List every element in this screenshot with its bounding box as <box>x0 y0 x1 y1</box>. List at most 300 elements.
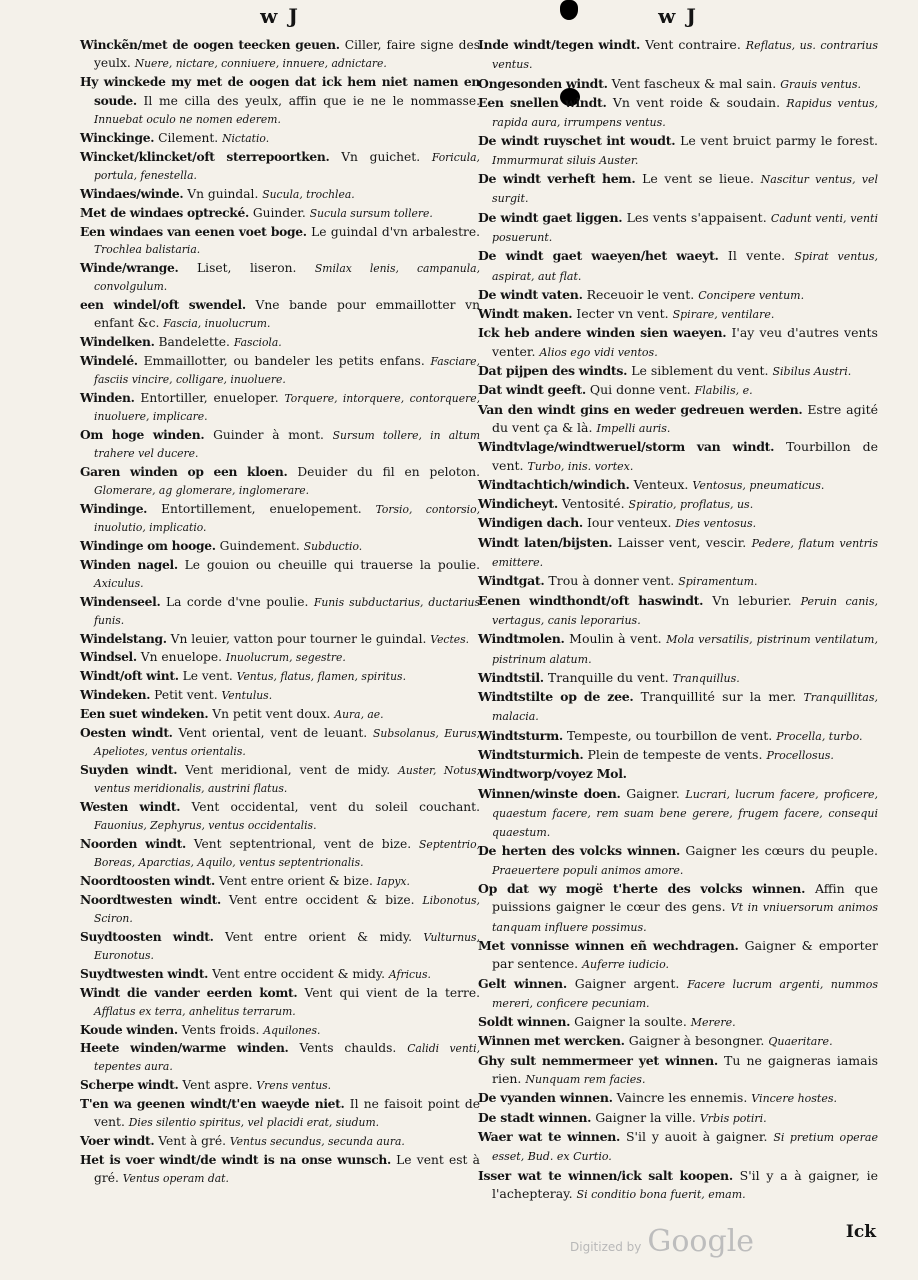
entry-headword: Koude winden. <box>80 1021 178 1037</box>
dictionary-entry <box>478 36 878 75</box>
entry-french: Tranquillité sur la mer. <box>640 689 797 705</box>
entry-latin: Tranquillitas, malacia. <box>492 691 878 724</box>
entry-headword: Noordtwesten windt. <box>80 891 221 907</box>
entry-latin: Grauis ventus. <box>780 77 862 91</box>
entry-french: Deuider du fil en peloton. <box>297 464 480 479</box>
dictionary-entry <box>478 880 878 937</box>
entry-french: Entortillement, enuelopement. <box>161 501 362 516</box>
entry-french: Le vent est à gré. <box>94 1153 480 1186</box>
entry-latin: Spiratio, proflatus, us. <box>628 498 754 512</box>
entry-headword: De stadt winnen. <box>478 1109 592 1125</box>
dictionary-entry <box>80 426 480 463</box>
entry-french: Vent fascheux & mal sain. <box>611 75 777 91</box>
entry-french: Tourbillon de vent. <box>492 439 878 473</box>
entry-french: Vent entre occident & bize. <box>228 892 415 907</box>
entry-headword: Windtachtich/windich. <box>478 476 630 492</box>
entry-latin: Vt in vniuersorum animos tanquam influere possimus. <box>492 901 878 934</box>
entry-french: Liset, liseron. <box>197 261 297 276</box>
entry-french: Vent aspre. <box>182 1078 253 1093</box>
entry-headword: Van den windt gins en weder gedreuen werden. <box>478 401 803 417</box>
dictionary-entry <box>80 296 480 333</box>
entry-headword: Met de windaes optrecké. <box>80 204 249 220</box>
entry-headword: Suydtoosten windt. <box>80 928 214 944</box>
dictionary-entry <box>80 724 480 761</box>
entry-french: Gaigner argent. <box>574 975 680 991</box>
dictionary-entry <box>80 872 480 891</box>
entry-headword: Dat windt geeft. <box>478 382 586 398</box>
entry-latin: Vectes. <box>430 632 470 646</box>
entry-headword: Een windaes van eenen voet boge. <box>80 223 307 239</box>
entry-headword: De windt vaten. <box>478 286 583 302</box>
entry-french: Guindement. <box>219 538 300 553</box>
entry-french: Vn guichet. <box>341 149 421 164</box>
entry-latin: Vincere hostes. <box>751 1092 838 1106</box>
entry-headword: Suydtwesten windt. <box>80 965 209 981</box>
dictionary-entry <box>478 592 878 631</box>
entry-headword: Windicheyt. <box>478 496 558 512</box>
entry-latin: Spiramentum. <box>678 575 758 589</box>
entry-latin: Africus. <box>388 967 431 981</box>
entry-headword: Winde/wrange. <box>80 260 179 276</box>
entry-headword: Windinge. <box>80 500 148 516</box>
dictionary-entry <box>80 389 480 426</box>
entry-latin: Dies ventosus. <box>675 517 757 531</box>
entry-french: Laisser vent, vescir. <box>617 534 747 550</box>
dictionary-entry <box>478 1089 878 1108</box>
entry-french: S'il y a à gaigner, ie l'achepteray. <box>492 1167 878 1201</box>
entry-headword: Windtstilte op de zee. <box>478 689 634 705</box>
entry-latin: Spirare, ventilare. <box>672 308 775 322</box>
entry-latin: Nictatio. <box>222 131 270 145</box>
entry-latin: Ventus secundus, secunda aura. <box>229 1135 405 1149</box>
entry-french: Le vent bruict parmy le forest. <box>680 133 878 149</box>
entry-headword: Winckinge. <box>80 129 155 145</box>
entry-latin: Afflatus ex terra, anhelitus terrarum. <box>94 1004 296 1018</box>
dictionary-entry <box>478 170 878 209</box>
entry-latin: Fascia, inuolucrum. <box>163 317 271 331</box>
entry-headword: Windt die vander eerden komt. <box>80 984 298 1000</box>
entry-french: Gaigner à besongner. <box>628 1033 765 1049</box>
entry-french: Vn guindal. <box>187 186 259 201</box>
entry-french: Vent qui vient de la terre. <box>304 985 480 1000</box>
left-column <box>80 0 480 1230</box>
dictionary-entry <box>80 667 480 686</box>
entry-headword: Eenen windthondt/oft haswindt. <box>478 592 704 608</box>
dictionary-entry <box>478 1167 878 1205</box>
dictionary-entry <box>80 835 480 872</box>
dictionary-entry <box>478 572 878 591</box>
dictionary-entry <box>80 259 480 296</box>
entry-headword: Het is voer windt/de windt is na onse wunsch. <box>80 1152 391 1168</box>
entry-headword: Windt/oft wint. <box>80 668 179 684</box>
entry-latin: Procella, turbo. <box>776 729 863 743</box>
entry-headword: Windtsturmich. <box>478 746 584 762</box>
entry-latin: Alios ego vidi ventos. <box>539 345 658 359</box>
dictionary-entry <box>80 556 480 593</box>
entry-french: Iour venteux. <box>586 515 672 531</box>
digitized-watermark <box>570 1224 754 1259</box>
dictionary-entry <box>478 785 878 843</box>
dictionary-entry <box>80 463 480 500</box>
entry-latin: Ventulus. <box>221 689 273 703</box>
entry-headword: Windigen dach. <box>478 515 583 531</box>
entry-headword: Voer windt. <box>80 1133 155 1149</box>
entry-headword: Oesten windt. <box>80 725 173 741</box>
entry-headword: De herten des volcks winnen. <box>478 843 681 859</box>
entry-latin: Quaeritare. <box>768 1035 833 1049</box>
dictionary-entry <box>478 669 878 688</box>
entry-headword: Westen windt. <box>80 799 181 815</box>
dictionary-entry <box>80 891 480 928</box>
entry-latin: Inuolucrum, segestre. <box>225 651 346 665</box>
entry-latin: Glomerare, ag glomerare, inglomerare. <box>94 483 310 497</box>
entry-headword: Dat pijpen des windts. <box>478 363 628 379</box>
entry-french: Vent meridional, vent de midy. <box>185 763 391 778</box>
entry-latin: Facere lucrum argenti, nummos mereri, conficere pecuniam. <box>492 977 878 1010</box>
entry-french: Gaigner la soulte. <box>574 1014 687 1030</box>
entry-french: Vents froids. <box>181 1022 260 1037</box>
entry-french: Emmaillotter, ou bandeler les petits enfans. <box>143 354 425 369</box>
entry-headword: Garen winden op een kloen. <box>80 463 288 479</box>
entry-latin: Peruin canis, vertagus, canis leporarius. <box>492 594 878 627</box>
entry-french: Vaincre les ennemis. <box>616 1090 748 1106</box>
entry-french: La corde d'vne poulie. <box>165 594 309 609</box>
dictionary-entry <box>478 495 878 514</box>
entry-latin: Praeuertere populi animos amore. <box>492 863 684 877</box>
dictionary-entry <box>80 593 480 630</box>
entry-latin: Sucula sursum tollere. <box>309 206 433 220</box>
entry-headword: Windtmolen. <box>478 631 565 647</box>
dictionary-entry <box>80 630 480 649</box>
entry-headword: Ick heb andere winden sien waeyen. <box>478 325 727 341</box>
entry-headword: De windt gaet liggen. <box>478 209 623 225</box>
entry-headword: Winnen met wercken. <box>478 1033 625 1049</box>
running-head-left: w J <box>260 4 300 28</box>
entry-french: Iecter vn vent. <box>576 306 669 322</box>
entry-french: Affin que puissions gaigner le cœur des gens. <box>492 881 878 915</box>
entry-french: Vent contraire. <box>645 37 741 52</box>
entry-headword: Windaes/winde. <box>80 185 184 201</box>
entry-french: Vent entre orient & midy. <box>224 929 413 944</box>
entry-french: Vent oriental, vent de leuant. <box>178 726 368 741</box>
entry-french: I'ay veu d'autres vents venter. <box>492 325 878 359</box>
entry-french: Tu ne gaigneras iamais rien. <box>492 1052 878 1087</box>
dictionary-entry <box>478 975 878 1014</box>
entry-french: Les vents s'appaisent. <box>626 209 767 225</box>
running-head-right: w J <box>658 4 698 28</box>
entry-french: Receuoir le vent. <box>586 286 695 302</box>
entry-headword: Winnen/winste doen. <box>478 785 621 801</box>
entry-latin: Concipere ventum. <box>698 288 805 302</box>
dictionary-entry <box>478 209 878 248</box>
dictionary-entry <box>478 1032 878 1051</box>
entry-latin: Torquere, intorquere, contorquere, inuoluere, implicare. <box>94 392 480 424</box>
entry-french: Vents chaulds. <box>299 1041 397 1056</box>
entry-latin: Flabilis, e. <box>694 384 753 398</box>
dictionary-entry <box>80 73 480 129</box>
dictionary-entry <box>478 1128 878 1167</box>
entry-latin: Subsolanus, Eurus, Apeliotes, ventus orientalis. <box>94 727 480 759</box>
dictionary-entry <box>80 148 480 185</box>
entry-headword: Windtgat. <box>478 573 545 589</box>
dictionary-entry <box>478 534 878 573</box>
dictionary-entry <box>80 705 480 724</box>
entry-headword: Met vonnisse winnen eñ wechdragen. <box>478 937 739 953</box>
entry-headword: Op dat wy mogë t'herte des volcks winnen. <box>478 881 806 897</box>
entry-french: Gaigner. <box>626 785 680 801</box>
entry-headword: De vyanden winnen. <box>478 1090 613 1106</box>
entry-headword: Windinge om hooge. <box>80 537 216 553</box>
entry-latin: Immurmurat siluis Auster. <box>492 153 639 167</box>
entry-headword: Suyden windt. <box>80 762 178 778</box>
entry-french: Le vent se lieue. <box>642 171 754 187</box>
entry-french: Tempeste, ou tourbillon de vent. <box>566 727 773 743</box>
entry-french: S'il y auoit à gaigner. <box>625 1128 768 1144</box>
dictionary-entry <box>80 500 480 537</box>
entry-headword: Winden. <box>80 390 135 406</box>
entry-headword: T'en wa geenen windt/t'en waeyde niet. <box>80 1096 345 1112</box>
entry-french: Gaigner & emporter par sentence. <box>492 937 879 972</box>
entry-french: Le siblement du vent. <box>631 363 769 379</box>
entry-latin: Turbo, inis. vortex. <box>527 459 634 473</box>
watermark-prefix: Digitized by <box>570 1240 642 1254</box>
entry-latin: Sucula, trochlea. <box>262 187 355 201</box>
dictionary-entry <box>80 761 480 798</box>
dictionary-entry <box>80 648 480 667</box>
entry-headword: Windelstang. <box>80 630 167 646</box>
left-entries <box>80 36 480 1188</box>
entry-headword: Windtworp/voyez Mol. <box>478 766 627 782</box>
entry-latin: Impelli auris. <box>596 421 671 435</box>
dictionary-entry <box>478 727 878 746</box>
entry-french: Vne bande pour emmaillotter vn enfant &c. <box>94 298 480 331</box>
dictionary-entry <box>478 247 878 286</box>
entry-latin: Ventus, flatus, flamen, spiritus. <box>236 670 406 684</box>
entry-latin: Trochlea balistaria. <box>94 243 201 257</box>
dictionary-entry <box>478 401 878 439</box>
entry-french: Moulin à vent. <box>569 631 662 647</box>
entry-headword: De windt gaet waeyen/het waeyt. <box>478 248 719 264</box>
entry-french: Guinder. <box>252 205 306 220</box>
dictionary-entry <box>80 965 480 984</box>
entry-headword: Windelken. <box>80 334 155 350</box>
entry-headword: Windt maken. <box>478 306 573 322</box>
entry-latin: Aura, ae. <box>334 708 384 722</box>
entry-latin: Aquilones. <box>263 1023 321 1037</box>
dictionary-entry <box>80 129 480 148</box>
dictionary-entry <box>478 514 878 533</box>
dictionary-entry <box>478 362 878 381</box>
entry-latin: Fasciola. <box>233 336 282 350</box>
entry-headword: Een snellen windt. <box>478 94 607 110</box>
dictionary-entry <box>478 75 878 94</box>
entry-latin: Auster, Notus, ventus meridionalis, austrini flatus. <box>94 764 480 796</box>
entry-headword: Ongesonden windt. <box>478 75 608 91</box>
entry-headword: Windt laten/bijsten. <box>478 534 613 550</box>
entry-latin: Nunquam rem facies. <box>525 1073 646 1087</box>
entry-headword: Windenseel. <box>80 593 161 609</box>
dictionary-entry <box>478 324 878 362</box>
entry-latin: Subductio. <box>303 539 363 553</box>
entry-french: Gaigner les cœurs du peuple. <box>685 843 878 859</box>
entry-latin: Merere. <box>690 1016 736 1030</box>
entry-latin: Ventosus, pneumaticus. <box>692 478 825 492</box>
entry-latin: Libonotus, Sciron. <box>94 893 480 925</box>
entry-latin: Nuere, nictare, conniuere, innuere, adnictare. <box>134 56 387 70</box>
dictionary-entry <box>478 630 878 669</box>
entry-latin: Spirat ventus, aspirat, aut flat. <box>492 250 878 283</box>
entry-latin: Smilax lenis, campanula, convolgulum. <box>94 262 480 294</box>
entry-headword: Windelé. <box>80 353 138 369</box>
entry-french: Venteux. <box>633 476 689 492</box>
entry-headword: Hy winckede my met de oogen dat ick hem niet namen en soude. <box>80 73 480 108</box>
entry-latin: Fauonius, Zephyrus, ventus occidentalis. <box>94 819 317 833</box>
dictionary-entry <box>478 937 878 975</box>
entry-french: Le vent. <box>182 669 233 684</box>
entry-french: Estre agité du vent ça & là. <box>492 401 878 435</box>
entry-latin: Procellosus. <box>766 748 834 762</box>
entry-french: Bandelette. <box>158 335 230 350</box>
entry-headword: Windtvlage/windtweruel/storm van windt. <box>478 439 775 455</box>
entry-headword: Windtstil. <box>478 669 544 685</box>
dictionary-entry <box>478 688 878 727</box>
dictionary-entry <box>80 1021 480 1040</box>
entry-french: Le guindal d'vn arbalestre. <box>311 224 480 239</box>
entry-latin: Vrbis potiri. <box>699 1111 767 1125</box>
entry-latin: Iapyx. <box>376 874 410 888</box>
entry-latin: Si pretium operae esset, Bud. ex Curtio. <box>492 1130 878 1164</box>
entry-french: Il ne faisoit point de vent. <box>94 1097 480 1130</box>
dictionary-entry <box>478 1013 878 1032</box>
entry-latin: Ventus operam dat. <box>122 1172 229 1186</box>
entry-french: Vent entre orient & bize. <box>218 873 373 888</box>
dictionary-entry <box>478 132 878 170</box>
dictionary-entry <box>80 333 480 352</box>
entry-headword: een windel/oft swendel. <box>80 297 246 313</box>
entry-headword: Scherpe windt. <box>80 1077 179 1093</box>
entry-headword: Waer wat te winnen. <box>478 1128 621 1144</box>
entry-latin: Innuebat oculo ne nomen ederem. <box>94 112 281 126</box>
dictionary-entry <box>80 1132 480 1151</box>
entry-french: Tranquille du vent. <box>547 669 669 685</box>
catchword: Ick <box>845 1222 876 1242</box>
entry-headword: Inde windt/tegen windt. <box>478 37 641 52</box>
entry-french: Trou à donner vent. <box>548 573 675 589</box>
entry-headword: Noorden windt. <box>80 835 186 851</box>
entry-latin: Vrens ventus. <box>256 1079 332 1093</box>
entry-french: Vent entre occident & midy. <box>212 966 385 981</box>
dictionary-entry <box>478 305 878 324</box>
right-entries <box>478 36 878 1204</box>
entry-headword: Wincket/klincket/oft sterrepoortken. <box>80 148 330 164</box>
entry-latin: Lucrari, lucrum facere, proficere, quaestum facere, rem suam bene gerere, frugem facere, consequi quaestum. <box>492 787 878 840</box>
entry-headword: Noordtoosten windt. <box>80 872 215 888</box>
dictionary-entry <box>478 842 878 880</box>
entry-headword: Heete winden/warme winden. <box>80 1040 289 1056</box>
entry-latin: Calidi venti, tepentes aura. <box>94 1042 480 1074</box>
dictionary-entry <box>478 286 878 305</box>
entry-latin: Rapidus ventus, rapida aura, irrumpens ventus. <box>492 96 879 130</box>
entry-latin: Vulturnus, Euronotus. <box>94 930 480 962</box>
entry-headword: De windt ruyschet int woudt. <box>478 133 676 149</box>
entry-french: Qui donne vent. <box>589 382 691 398</box>
entry-french: Vn leburier. <box>712 592 792 608</box>
entry-french: Vn vent roide & soudain. <box>612 94 781 110</box>
dictionary-entry <box>80 928 480 965</box>
entry-headword: Een suet windeken. <box>80 706 209 722</box>
entry-headword: Om hoge winden. <box>80 427 205 443</box>
entry-latin: Auferre iudicio. <box>582 958 669 972</box>
entry-french: Plein de tempeste de vents. <box>587 746 763 762</box>
entry-french: Ventosité. <box>561 496 625 512</box>
entry-latin: Si conditio bona fuerit, emam. <box>576 1187 746 1201</box>
entry-french: Guinder à mont. <box>213 428 324 443</box>
entry-french: Vn enuelope. <box>140 650 222 665</box>
dictionary-entry <box>478 438 878 476</box>
dictionary-entry <box>478 1052 878 1090</box>
entry-french: Vent occidental, vent du soleil couchant. <box>191 800 480 815</box>
entry-headword: Gelt winnen. <box>478 975 567 991</box>
entry-french: Entortiller, enueloper. <box>140 391 279 406</box>
entry-latin: Funis subductarius, ductarius funis. <box>94 595 480 627</box>
dictionary-entry <box>80 185 480 204</box>
dictionary-entry <box>80 1076 480 1095</box>
entry-french: Il me cilla des yeulx, affin que ie ne le nommasse. <box>143 93 480 108</box>
entry-french: Gaigner la ville. <box>595 1109 696 1125</box>
entry-headword: Windsel. <box>80 649 137 665</box>
dictionary-entry <box>478 476 878 495</box>
entry-french: Vent à gré. <box>158 1134 226 1149</box>
dictionary-entry <box>478 765 878 784</box>
entry-latin: Torsio, contorsio, inuolutio, implicatio. <box>94 502 480 534</box>
entry-headword: De windt verheft hem. <box>478 171 636 187</box>
entry-french: Ciller, faire signe des yeulx. <box>94 38 480 70</box>
entry-headword: Windeken. <box>80 687 151 703</box>
dictionary-entry <box>80 204 480 223</box>
entry-headword: Soldt winnen. <box>478 1014 571 1030</box>
entry-latin: Foricula, portula, fenestella. <box>94 150 480 182</box>
dictionary-entry <box>80 1151 480 1188</box>
entry-latin: Axiculus. <box>94 576 144 590</box>
entry-headword: Ghy sult nemmermeer yet winnen. <box>478 1052 718 1068</box>
watermark-brand: Google <box>647 1224 755 1259</box>
dictionary-entry <box>80 984 480 1021</box>
dictionary-entry <box>80 686 480 705</box>
entry-latin: Tranquillus. <box>672 671 740 685</box>
right-column <box>478 0 878 1230</box>
entry-french: Vn leuier, vatton pour tourner le guindal. <box>170 631 427 646</box>
entry-headword: Windtsturm. <box>478 727 563 743</box>
dictionary-entry <box>80 1095 480 1132</box>
dictionary-entry <box>478 381 878 400</box>
dictionary-entry <box>478 1109 878 1128</box>
entry-latin: Mola versatilis, pistrinum ventilatum, pistrinum alatum. <box>492 633 878 666</box>
entry-latin: Fasciare, fasciis vincire, colligare, inuoluere. <box>94 355 480 387</box>
entry-french: Il vente. <box>727 248 786 264</box>
entry-french: Le gouion ou cheuille qui trauerse la poulie. <box>184 557 480 572</box>
dictionary-entry <box>80 1039 480 1076</box>
entry-latin: Pedere, flatum ventris emittere. <box>492 536 879 570</box>
entry-latin: Sursum tollere, in altum trahere vel ducere. <box>94 429 481 460</box>
dictionary-entry <box>80 352 480 389</box>
entry-french: Vent septentrional, vent de bize. <box>193 836 412 851</box>
entry-headword: Winckẽn/met de oogen teecken geuen. <box>80 37 340 52</box>
entry-latin: Septentrio, Boreas, Aparctias, Aquilo, ventus septentrionalis. <box>94 837 480 869</box>
entry-latin: Nascitur ventus, vel surgit. <box>492 173 879 206</box>
dictionary-entry <box>80 36 480 73</box>
dictionary-entry <box>80 537 480 556</box>
dictionary-entry <box>478 746 878 765</box>
